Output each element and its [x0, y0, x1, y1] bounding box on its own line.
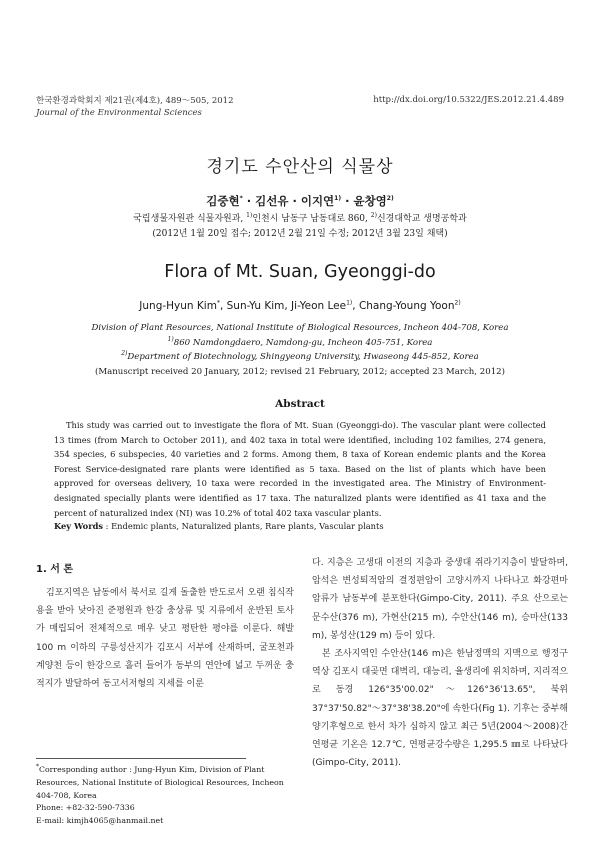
journal-citation-korean: 한국환경과학회지 제21권(제4호), 489～505, 2012 — [36, 96, 234, 106]
journal-header — [36, 95, 233, 119]
author-mark: 2) — [454, 299, 461, 307]
body-paragraph: 본 조사지역인 수안산(146 m)은 한남정맥의 지맥으로 행정구역상 김포시 대곶면 대벽리, 대능리, 율생리에 위치하며, 지리적으로 동경 126°35'00.02"～126°36'13.65", 북위 37°37'50.82"～37°38'38.20"에 속한다(Fig 1). 기후는 중부해양기후형으로 한서 차가 심하지 않고 최근 5년(2004～2008)간 연평균 기온은 12.7℃, 연평균강수량은 1,295.5 ㎜로 나타났다(Gimpo-City, 2011). — [312, 649, 568, 769]
body-column-right — [312, 554, 568, 772]
keywords — [54, 521, 546, 531]
english-author-names: , Chang-Young Yoon — [352, 300, 455, 312]
body-paragraph: 다. 지층은 고생대 이전의 지층과 중생대 쥐라기지층이 발달하며, 암석은 변성퇴적암의 결정편암이 고양시까지 나타나고 화강편마암류가 남동부에 분포한다(Gimpo-City, 2011). 주요 산으로는 문수산(376 m), 가현산(215 m), 수안산(146 m), 승마산(133 m), 봉성산(129 m) 등이 있다. — [312, 558, 568, 641]
affiliation-mark: 1) — [246, 212, 253, 219]
footnote-divider — [36, 758, 246, 759]
english-author-name: Jung-Hyun Kim — [139, 300, 217, 312]
affiliation-mark: 2) — [370, 212, 377, 219]
manuscript-dates: (Manuscript received 20 January, 2012; revised 21 February, 2012; accepted 23 March, 2012) — [95, 366, 505, 377]
doi-link[interactable]: http://dx.doi.org/10.5322/JES.2012.21.4.489 — [373, 95, 564, 105]
korean-author-names: · 김선유 · 이지연 — [242, 194, 335, 208]
footnote-text: Corresponding author : Jung-Hyun Kim, Division of Plant Resources, National Institute of Biological Resources, Incheon 404-708, Korea — [36, 765, 284, 800]
korean-affiliation-line — [0, 212, 600, 227]
affiliation-line-3 — [0, 350, 600, 365]
footnote-author-line — [36, 764, 298, 802]
affiliation-mark: 1) — [167, 335, 174, 343]
english-authors — [0, 300, 600, 312]
abstract-body: This study was carried out to investigate the flora of Mt. Suan (Gyeonggi-do). The vascular plant were collected 13 times (from March to October 2011), and 402 taxa in total were identified, including 102 families, 274 genera, 354 species, 6 subspecies, 40 varieties and 2 forms. Among them, 8 taxa of Korean endemic plants and the Korea Forest Service-designated rare plants were identified as 5 taxa. Based on the list of plants which have been approved for overseas delivery, 10 taxa were recorded in the investigated area. The Ministry of Environment-designated specially plants were identified as 17 taxa. The naturalized plants were identified as 41 taxa and the percent of naturalized index (NI) was 10.2% of total 402 taxa vascular plants. — [54, 420, 546, 518]
journal-name: Journal of the Environmental Sciences — [36, 108, 202, 118]
english-affiliations — [0, 321, 600, 379]
korean-dates: (2012년 1월 20일 접수; 2012년 2월 21일 수정; 2012년 3월 23일 채택) — [152, 229, 448, 239]
author-mark: 1) — [346, 299, 353, 307]
affiliation-mark: 2) — [121, 350, 128, 358]
footnote — [36, 764, 298, 828]
body-column-left: 김포지역은 남동에서 북서로 길게 돌출한 반도로서 오랜 침식작용을 받아 낮아진 준평원과 한강 충상류 및 지류에서 운반된 토사가 매립되어 전체적으로 매우 낮고 평탄한 평야를 이룬다. 해발 100 m 이하의 구릉성산지가 김포시 서부에 산재하며, 굴포천과 계양천 등이 한강으로 흘러 들어가 동부의 연안에 넓고 두꺼운 충적지가 발달하여 동고서저형의 지세를 이룬 — [36, 588, 294, 690]
footnote-phone: Phone: +82-32-590-7336 — [36, 803, 135, 813]
section-heading-introduction: 1. 서 론 — [36, 564, 74, 575]
author-mark: * — [239, 195, 243, 203]
affiliation-text: Department of Biotechnology, Shingyeong University, Hwaseong 445-852, Korea — [127, 352, 479, 363]
affiliation-text: 인천시 남동구 남동대로 860, — [252, 214, 371, 224]
korean-authors — [0, 193, 600, 209]
english-title: Flora of Mt. Suan, Gyeonggi-do — [164, 262, 436, 282]
footnote-email[interactable]: E-mail: kimjh4065@hanmail.net — [36, 816, 164, 826]
affiliation-text: 860 Namdongdaero, Namdong-gu, Incheon 405-751, Korea — [173, 337, 433, 348]
footnote-mark: * — [36, 763, 39, 771]
author-mark: 2) — [386, 195, 394, 203]
korean-author-names: · 윤창영 — [341, 194, 387, 208]
english-author-names: , Sun-Yu Kim, Ji-Yeon Lee — [219, 300, 347, 312]
affiliation-line-1: Division of Plant Resources, National Institute of Biological Resources, Incheon 404-708, Korea — [91, 323, 509, 333]
author-mark: 1) — [334, 195, 342, 203]
affiliation-text: 국립생물자원관 식물자원과, — [133, 214, 247, 224]
korean-author-name: 김중현 — [206, 194, 240, 208]
affiliation-line-2 — [0, 336, 600, 351]
korean-title: 경기도 수안산의 식물상 — [206, 157, 394, 177]
abstract-heading: Abstract — [275, 398, 325, 410]
korean-affiliations — [0, 212, 600, 242]
keywords-label: Key Words — [54, 521, 104, 531]
affiliation-text: 신경대학교 생명공학과 — [376, 214, 467, 224]
keywords-list: : Endemic plants, Naturalized plants, Rare plants, Vascular plants — [103, 521, 384, 531]
author-mark: * — [216, 299, 220, 307]
